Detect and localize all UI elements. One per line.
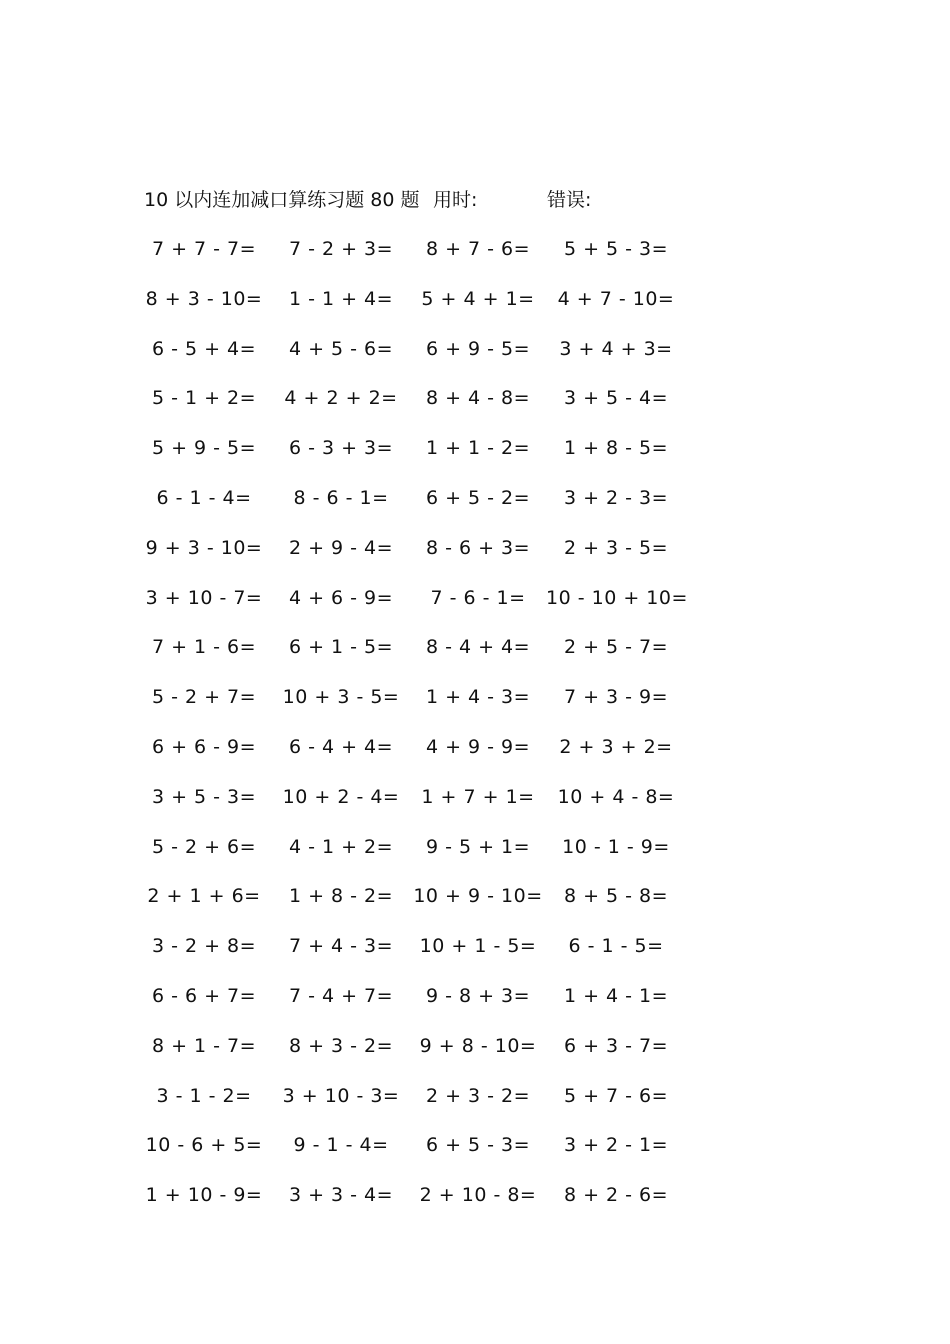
problem-row [130,286,690,336]
arithmetic-problem: 5 - 1 + 2= [151,387,257,410]
arithmetic-problem: 3 + 5 - 4= [563,387,669,410]
arithmetic-problem: 1 + 8 - 5= [563,437,669,460]
arithmetic-problem: 8 + 5 - 8= [563,885,669,908]
problem-row [130,535,690,585]
arithmetic-problem: 8 + 4 - 8= [425,387,531,410]
arithmetic-problem: 2 + 3 - 2= [425,1084,531,1107]
arithmetic-problem: 2 + 1 + 6= [147,885,261,908]
time-used-label: 用时: [433,189,478,211]
arithmetic-problem: 10 + 2 - 4= [282,785,400,808]
problem-row [130,1033,690,1083]
arithmetic-problem: 6 + 3 - 7= [563,1034,669,1057]
arithmetic-problem: 1 + 4 - 1= [563,984,669,1007]
arithmetic-problem: 2 + 10 - 8= [419,1184,537,1207]
problem-row [130,585,690,635]
arithmetic-problem: 6 + 5 - 3= [425,1134,531,1157]
arithmetic-problem: 9 - 5 + 1= [425,835,531,858]
arithmetic-problem: 10 + 3 - 5= [282,686,400,709]
arithmetic-problem: 6 - 5 + 4= [151,337,257,360]
arithmetic-problem: 3 + 10 - 7= [145,586,263,609]
problem-row [130,634,690,684]
arithmetic-problem: 9 - 8 + 3= [425,984,531,1007]
arithmetic-problem: 1 + 7 + 1= [421,785,535,808]
problem-row [130,1083,690,1133]
arithmetic-problem: 8 + 2 - 6= [563,1184,669,1207]
arithmetic-problem: 7 + 3 - 9= [563,686,669,709]
arithmetic-problem: 6 + 6 - 9= [151,735,257,758]
arithmetic-problem: 8 - 6 - 1= [293,486,389,509]
arithmetic-problem: 5 - 2 + 7= [151,686,257,709]
arithmetic-problem: 1 - 1 + 4= [288,287,394,310]
worksheet-header [144,186,704,214]
arithmetic-problem: 9 + 8 - 10= [419,1034,537,1057]
arithmetic-problem: 10 - 1 - 9= [562,835,670,858]
arithmetic-problem: 1 + 1 - 2= [425,437,531,460]
arithmetic-problem: 5 + 7 - 6= [563,1084,669,1107]
arithmetic-problem: 3 + 2 - 3= [563,486,669,509]
arithmetic-problem: 9 + 3 - 10= [145,536,263,559]
arithmetic-problem: 3 - 2 + 8= [151,935,257,958]
arithmetic-problem: 8 - 6 + 3= [425,536,531,559]
arithmetic-problem: 5 + 9 - 5= [151,437,257,460]
problem-row [130,834,690,884]
arithmetic-problem: 9 - 1 - 4= [293,1134,389,1157]
arithmetic-problem: 2 + 5 - 7= [563,636,669,659]
problem-row [130,883,690,933]
arithmetic-problem: 6 - 1 - 4= [156,486,252,509]
arithmetic-problem: 1 + 8 - 2= [288,885,394,908]
problem-row [130,336,690,386]
arithmetic-problem: 6 - 6 + 7= [151,984,257,1007]
arithmetic-problem: 10 + 4 - 8= [557,785,675,808]
arithmetic-problem: 5 + 4 + 1= [421,287,535,310]
arithmetic-problem: 8 + 7 - 6= [425,238,531,260]
arithmetic-problem: 6 - 3 + 3= [288,437,394,460]
arithmetic-problem: 1 + 10 - 9= [145,1184,263,1207]
problem-row [130,983,690,1033]
arithmetic-problem: 10 - 6 + 5= [145,1134,263,1157]
arithmetic-problem: 7 + 7 - 7= [151,238,257,260]
problem-row [130,734,690,784]
arithmetic-problem: 7 - 6 - 1= [430,586,526,609]
arithmetic-problem: 6 + 9 - 5= [425,337,531,360]
arithmetic-problem: 3 + 5 - 3= [151,785,257,808]
arithmetic-problem: 4 + 6 - 9= [288,586,394,609]
arithmetic-problem: 4 - 1 + 2= [288,835,394,858]
arithmetic-problem: 8 + 3 - 10= [145,287,263,310]
arithmetic-problem: 7 - 4 + 7= [288,984,394,1007]
arithmetic-problem: 4 + 2 + 2= [284,387,398,410]
arithmetic-problem: 3 + 4 + 3= [559,337,673,360]
arithmetic-problem: 4 + 9 - 9= [425,735,531,758]
problem-row [130,684,690,734]
problem-row [130,933,690,983]
arithmetic-problem: 8 + 3 - 2= [288,1034,394,1057]
arithmetic-problem: 6 + 1 - 5= [288,636,394,659]
arithmetic-problem: 6 - 4 + 4= [288,735,394,758]
arithmetic-problem: 5 - 2 + 6= [151,835,257,858]
arithmetic-problem: 3 + 2 - 1= [563,1134,669,1157]
arithmetic-problem: 2 + 3 - 5= [563,536,669,559]
arithmetic-problem: 1 + 4 - 3= [425,686,531,709]
arithmetic-problem: 2 + 3 + 2= [559,735,673,758]
arithmetic-problem: 2 + 9 - 4= [288,536,394,559]
problem-row [130,435,690,485]
problem-row [130,1182,690,1232]
arithmetic-problem: 6 - 1 - 5= [568,935,664,958]
arithmetic-problem: 4 + 5 - 6= [288,337,394,360]
arithmetic-problem: 10 + 9 - 10= [413,885,543,908]
arithmetic-problem: 3 + 10 - 3= [282,1084,400,1107]
arithmetic-problem: 7 + 4 - 3= [288,935,394,958]
arithmetic-problem: 8 + 1 - 7= [151,1034,257,1057]
problem-grid [130,236,690,1232]
arithmetic-problem: 5 + 5 - 3= [563,238,669,260]
arithmetic-problem: 3 + 3 - 4= [288,1184,394,1207]
arithmetic-problem: 7 - 2 + 3= [288,238,394,260]
arithmetic-problem: 7 + 1 - 6= [151,636,257,659]
worksheet-title: 10 以内连加减口算练习题 80 题 [144,189,420,211]
arithmetic-problem: 6 + 5 - 2= [425,486,531,509]
problem-row [130,485,690,535]
problem-row [130,236,690,286]
arithmetic-problem: 3 - 1 - 2= [156,1084,252,1107]
arithmetic-problem: 10 + 1 - 5= [419,935,537,958]
problem-row [130,385,690,435]
error-count-label: 错误: [547,189,592,211]
arithmetic-problem: 8 - 4 + 4= [425,636,531,659]
problem-row [130,784,690,834]
arithmetic-problem: 10 - 10 + 10= [546,586,688,609]
arithmetic-problem: 4 + 7 - 10= [557,287,675,310]
problem-row [130,1132,690,1182]
